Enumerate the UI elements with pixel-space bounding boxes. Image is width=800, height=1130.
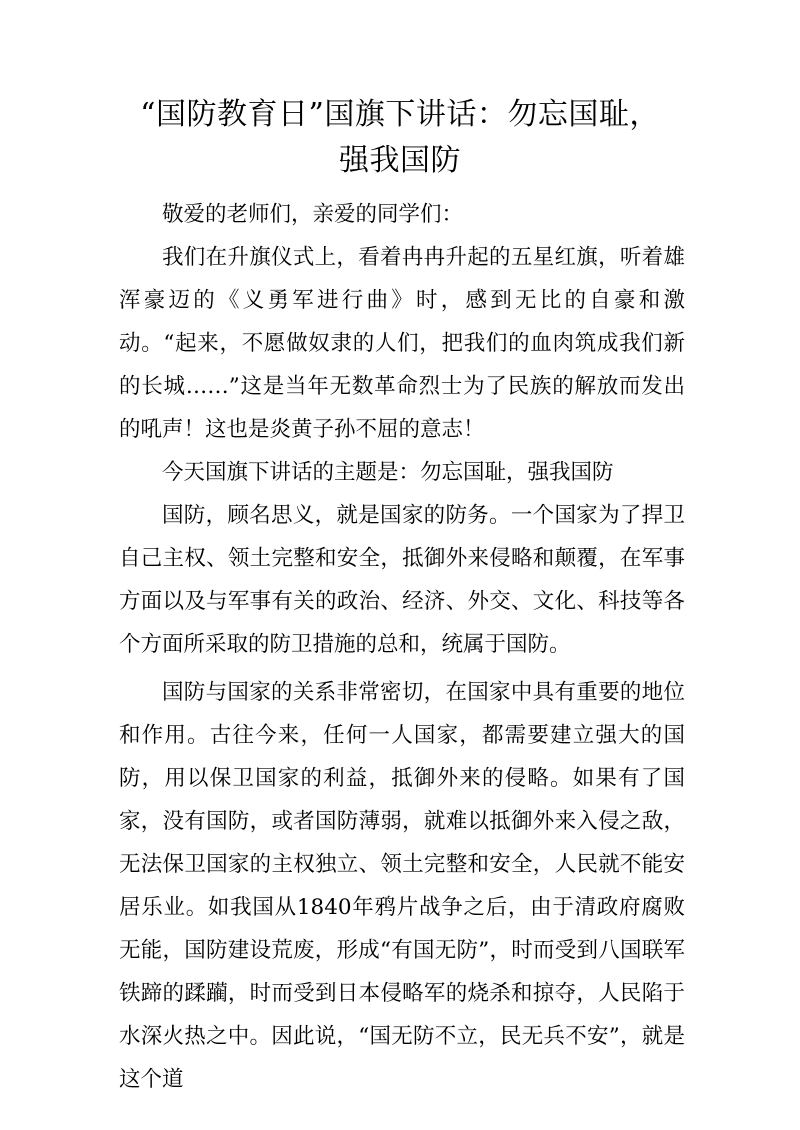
document-title (100, 92, 700, 184)
body-paragraph: 我们在升旗仪式上，看着冉冉升起的五星红旗，听着雄浑豪迈的《义勇军进行曲》时，感到无比的自豪和激动。“起来，不愿做奴隶的人们，把我们的血肉筑成我们新的长城……”这是当年无数革命烈士为了民族的解放而发出的吼声！这也是炎黄子孙不屈的意志！ (119, 245, 685, 442)
title-line-2: 强我国防 (339, 143, 461, 178)
topic-paragraph: 今天国旗下讲话的主题是：勿忘国耻，强我国防 (162, 460, 614, 485)
body-paragraph: 国防与国家的关系非常密切，在国家中具有重要的地位和作用。古往今来，任何一人国家，都需要建立强大的国防，用以保卫国家的利益，抵御外来的侵略。如果有了国家，没有国防，或者国防薄弱，就难以抵御外来入侵之敌，无法保卫国家的主权独立、领土完整和安全，人民就不能安居乐业。如我国从1840年鸦片战争之后，由于清政府腐败无能，国防建设荒废，形成“有国无防”，时而受到八国联军铁蹄的蹂躏，时而受到日本侵略军的烧杀和掠夺，人民陷于水深火热之中。因此说，“国无防不立，民无兵不安”，就是这个道 (119, 680, 685, 1092)
document-body (119, 193, 685, 1101)
salutation-paragraph: 敬爱的老师们，亲爱的同学们： (162, 202, 464, 227)
body-paragraph: 国防，顾名思义，就是国家的防务。一个国家为了捍卫自己主权、领土完整和安全，抵御外来侵略和颠覆，在军事方面以及与军事有关的政治、经济、外交、文化、科技等各个方面所采取的防卫措施的总和，统属于国防。 (119, 503, 685, 657)
title-line-1: “国防教育日”国旗下讲话：勿忘国耻， (140, 97, 660, 132)
